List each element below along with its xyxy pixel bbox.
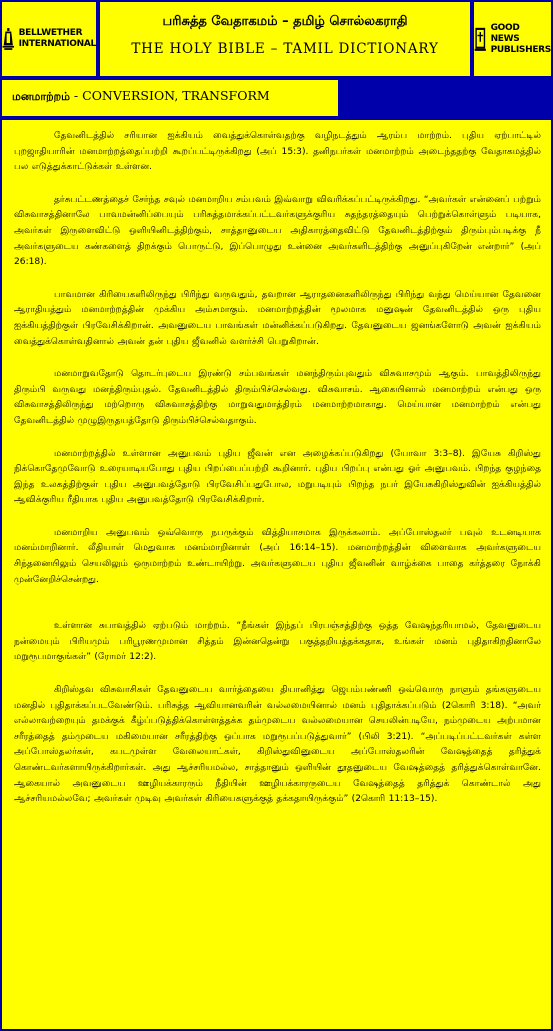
paragraph-5: மனமாற்றத்தில் உள்ளான அனுபவம் புதிய ஜீவன் என அழைக்கப்படுகிறது (யோவா 3:3–8). இயேசு கிறிஸ்து நிக்கொதேமுவோடு உரையாடியபோது புதிய பிறப்பைப்பற்றி கூறினார். புதிய பிறப்பு என்பது ஓர் அனுபவம். பிறந்த குழந்தை இந்த உலகத்திற்குள் புதிய அனுபவத்தோடு பிரவேசிப்பதுபோல, மறுபடியும் பிறந்த நபர் இயேசுகிறிஸ்துவின் ஐக்கியத்தில் ஆவிக்குரிய ரீதியாக புதிய அனுபவத்தோடு பிரவேசிக்கிறார். bbox=[14, 448, 541, 506]
entry-body-panel bbox=[2, 120, 551, 1029]
good-news-logo-panel bbox=[474, 2, 551, 76]
paragraph-1: தேவனிடத்தில் சரியான ஐக்கியம் வைத்துக்கொள்வதற்கு வழிநடத்தும் ஆரம்ப மாற்றம். புதிய ஏற்பாட்டில் புறஜாதியாரின் மனமாற்றத்தைப்பற்றி கூறப்பட்டிருக்கிறது (அப் 15:3). தனிநபர்கள் மனமாற்றம் அடைந்ததற்கு வேதாகமத்தில் பல எடுத்துக்காட்டுக்கள் உள்ளன. bbox=[14, 131, 541, 173]
paragraph-2: தர்சுபட்டணத்தைச் சேர்ந்த சவுல் மனமாறிய சம்பவம் இவ்வாறு விவரிக்கப்பட்டிருக்கிறது. “அவர்கள் என்னைப் பற்றும் விசுவாசத்தினாலே பாவமன்னிப்பையும் பரிசுத்தமாக்கப்பட்டவர்களுக்குரிய சுதந்தரத்தையும் பெற்றுக்கொள்ளும் படியாக, அவர்கள் இருளைவிட்டு ஒளியினிடத்திற்கும், சாத்தானுடைய அதிகாரத்தைவிட்டு தேவனிடத்திற்கும் திரும்பும்படிக்கு நீ அவர்களுடைய கண்களைத் திறக்கும் பொருட்டு, இப்பொழுது உன்னை அவர்களிடத்திற்கு அனுப்புகிறேன் என்றார்” (அப் 26:18). bbox=[14, 194, 541, 268]
title-panel bbox=[100, 2, 470, 76]
entry-body bbox=[2, 120, 551, 808]
entry-heading bbox=[2, 80, 338, 105]
bellwether-logo-text bbox=[19, 28, 96, 50]
paragraph-7: உள்ளான சுபாவத்தில் ஏற்படும் மாற்றம். “நீங்கள் இந்தப் பிரபஞ்சத்திற்கு ஒத்த வேஷந்தரியாமல், தேவனுடைய நன்மையும் பிரியமும் பரிபூரணமுமான சித்தம் இன்னதென்று பகுத்தறியத்தக்கதாக, உங்கள் மனம் புதிதாகிறதினாலே மறுரூபமாகுங்கள்” (ரோமர் 12:2). bbox=[14, 621, 541, 663]
paragraph-8: கிறிஸ்தவ விசுவாசிகள் தேவனுடைய வார்த்தையை தியானித்து ஜெபம்பண்ணி ஒவ்வொரு நாளும் தங்களுடைய மனதில் புதிதாக்கப்படவேண்டும். பரிசுத்த ஆவியானவரின் வல்லமையினால் மனம் புதிதாக்கப்படும் (2கொரி 3:18). “அவர் எல்லாவற்றையும் தமக்குக் கீழ்ப்படுத்திக்கொள்ளத்தக்க தம்முடைய வல்லமையான செயலின்படியே, நம்முடைய அற்பமான சரீரத்தைத் தம்முடைய மகிமையான சரீரத்திற்கு ஒப்பாக மறுரூபப்படுத்துவார்” (பிலி 3:21). “அப்படிப்பட்டவர்கள் கள்ள அப்போஸ்தலர்கள், கபடமுள்ள வேலையாட்கள், கிறிஸ்துவினுடைய அப்போஸ்தலரின் வேஷத்தைத் தரித்துக் கொண்டவர்களாயிருக்கிறார்கள். அது ஆச்சரியமல்ல, சாத்தானும் ஒளியின் தூதனுடைய வேஷத்தைத் தரித்துக்கொள்வானே. ஆகையால் அவனுடைய ஊழியக்காரரும் நீதியின் ஊழியக்காரருடைய வேஷத்தைத் தரித்துக் கொண்டால் அது ஆச்சரியமல்லவே; அவர்கள் முடிவு அவர்கள் கிரியைகளுக்குத் தக்கதாயிருக்கும்” (2கொரி 11:13–15). bbox=[14, 685, 541, 805]
entry-heading-panel bbox=[2, 80, 338, 116]
good-news-logo-line1: GOOD NEWS bbox=[490, 22, 520, 44]
bellwether-logo-panel bbox=[2, 2, 96, 76]
bellwether-bell-icon bbox=[2, 19, 15, 59]
bellwether-logo-line1: BELLWETHER bbox=[18, 28, 83, 38]
paragraph-6: மனமாறிய அனுபவம் ஒவ்வொரு நபருக்கும் வித்தியாசமாக இருக்கலாம். அப்போஸ்தலர் பவுல் உடனடியாக மனம்மாறினார். லீதியாள் மெதுவாக மனம்மாறினாள் (அப் 16:14–15). மனமாற்றத்தின் விளைவாக அவர்களுடைய சிந்தனையிலும் செயலிலும் ஒருமாற்றம் உண்டாயிற்று. அவர்களுடைய புதிய ஜீவனின் வாழ்க்கை பாதை கர்த்தரை நோக்கி முன்னேறிச்சென்றது. bbox=[14, 527, 541, 585]
entry-term-english: - CONVERSION, TRANSFORM bbox=[69, 88, 270, 103]
paragraph-3: பாவமான கிரியைகளிலிருந்து பிரிந்து வருவதும், தவறான ஆராதனைகளிலிருந்து பிரிந்து வந்து மெய்யான தேவனை ஆராதியத்தும் மனமாற்றத்தின் முக்கிய அம்சமாகும். மனமாற்றத்தின் மூலமாக மனுஷன் தேவனிடத்தில் ஒரு புதிய ஐக்கியத்திற்குள் பிரவேசிக்கிறான். அவனுடைய பாவங்கள் மன்னிக்கப்படுகிறது. தேவனுடைய ஜனங்களோடு அவன் ஐக்கியம் வைத்துக்கொள்வதினால் அவன் தன் புதிய ஜீவனில் வளர்ச்சி பெறுகிறான். bbox=[14, 289, 541, 347]
good-news-logo-text bbox=[491, 23, 551, 56]
bellwether-logo-line2: INTERNATIONAL bbox=[18, 39, 96, 49]
good-news-logo-line2: PUBLISHERS bbox=[490, 44, 551, 55]
title-tamil: பரிசுத்த வேதாகமம் – தமிழ் சொல்லகராதி bbox=[162, 14, 408, 29]
paragraph-4: மனமாறுவதோடு தொடர்புடைய இரண்டு சம்பவங்கள் மனந்திரும்புவதும் விசுவாசமும் ஆகும். பாவத்திலிருந்து திரும்பி வருவது மனந்திரும்புதல். தேவனிடத்தில் திரும்பிச்செல்வது. விசுவாசம். ஆகையினால் மனமாற்றம் என்பது ஒரு விசுவாசத்திலிருந்து மற்றொரு விசுவாசத்திற்கு மாறுவதுமாத்திரம் மனமாற்றமாகாது. மெய்யான மனமாற்றம் என்பது தேவனிடத்தில் முழுஇருதயத்தோடு திரும்பிச்செல்வதாகும். bbox=[14, 369, 541, 426]
title-english: THE HOLY BIBLE – TAMIL DICTIONARY bbox=[131, 41, 439, 57]
entry-term-tamil: மனமாற்றம் bbox=[12, 90, 70, 103]
book-icon bbox=[474, 21, 487, 57]
